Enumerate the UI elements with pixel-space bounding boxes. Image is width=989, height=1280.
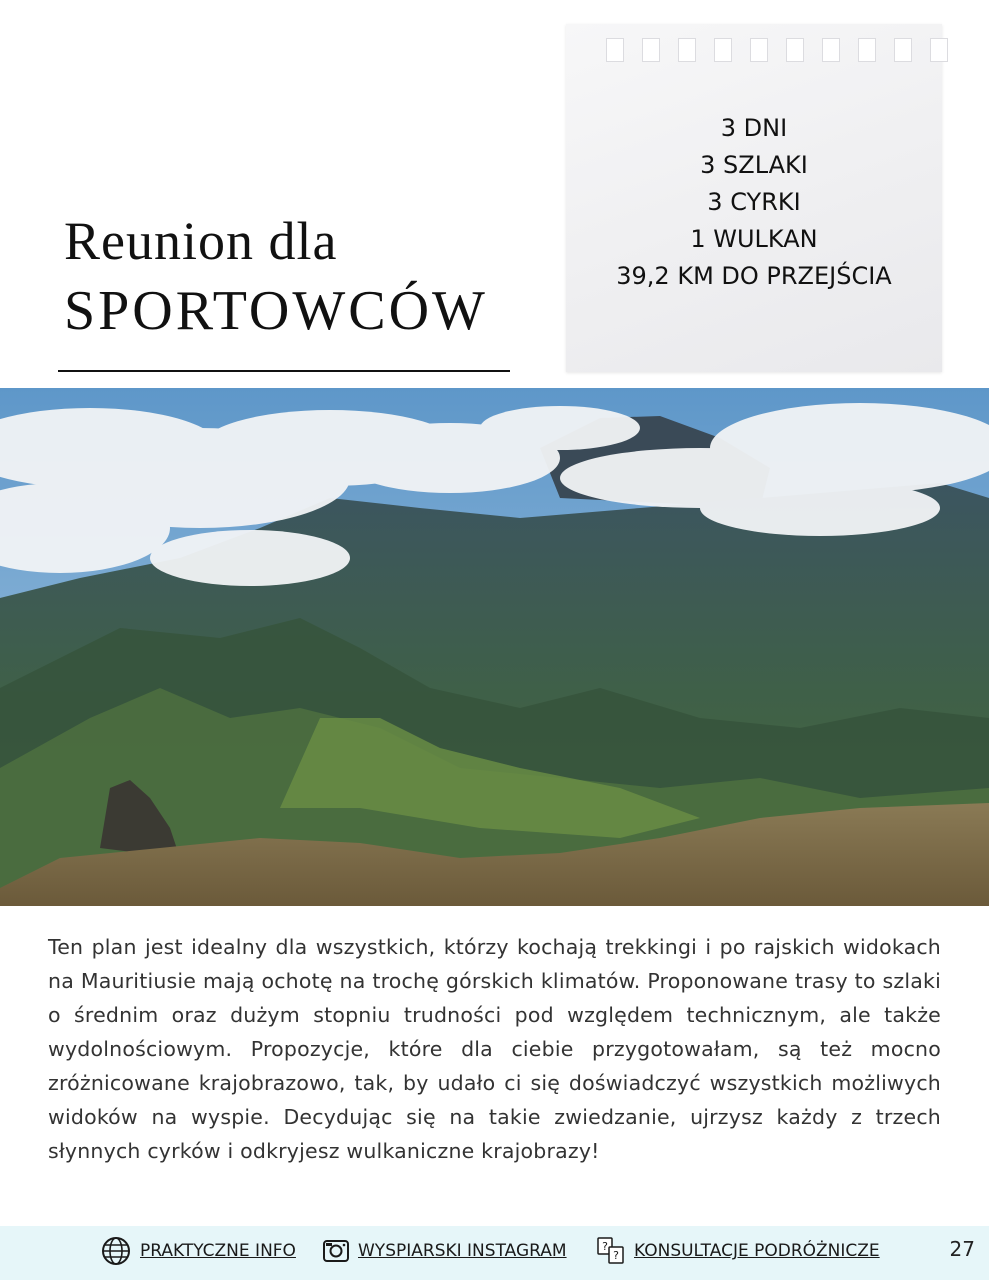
globe-icon xyxy=(100,1235,132,1267)
svg-text:?: ? xyxy=(613,1249,619,1262)
summary-item: 1 WULKAN xyxy=(690,225,818,253)
title-underline xyxy=(58,370,510,372)
footer-link-label: PRAKTYCZNE INFO xyxy=(140,1241,296,1261)
summary-item: 3 SZLAKI xyxy=(700,151,808,179)
mountain-photo xyxy=(0,388,989,906)
footer-bar xyxy=(0,1226,989,1280)
summary-item: 3 DNI xyxy=(720,114,788,142)
title-line-1: Reunion dla xyxy=(64,211,338,271)
notebook-holes xyxy=(606,38,932,64)
footer-link-label: KONSULTACJE PODRÓŻNICZE xyxy=(634,1241,880,1261)
summary-item: 3 CYRKI xyxy=(707,188,801,216)
camera-icon xyxy=(322,1237,350,1265)
footer-link-instagram[interactable] xyxy=(322,1236,567,1266)
page-title xyxy=(64,210,534,344)
summary-list xyxy=(566,110,942,295)
summary-item: 39,2 KM DO PRZEJŚCIA xyxy=(616,262,892,290)
svg-text:?: ? xyxy=(602,1240,608,1253)
question-cards-icon xyxy=(596,1236,626,1266)
footer-link-label: WYSPIARSKI INSTAGRAM xyxy=(358,1241,567,1261)
intro-paragraph: Ten plan jest idealny dla wszystkich, którzy kochają trekkingi i po rajskich widokach na Mauritiusie mają ochotę na trochę górskich klimatów. Proponowane trasy to szlaki o średnim oraz dużym stopniu trudności pod względem technicznym, ale także wydolnościowym. Propozycje, które dla ciebie przygotowałam, są też mocno zróżnicowane krajobrazowo, tak, by udało ci się doświadczyć wszystkich możliwych widoków na wyspie. Decydując się na takie zwiedzanie, ujrzysz każdy z trzech słynnych cyrków i odkryjesz wulkaniczne krajobrazy! xyxy=(48,935,941,1163)
summary-note xyxy=(566,24,942,372)
mountain-landscape-image xyxy=(0,388,989,906)
title-line-2: SPORTOWCÓW xyxy=(64,280,488,342)
footer-link-practical-info[interactable] xyxy=(100,1236,296,1266)
page-number: 27 xyxy=(949,1237,975,1261)
footer-link-consultations[interactable] xyxy=(596,1236,880,1266)
